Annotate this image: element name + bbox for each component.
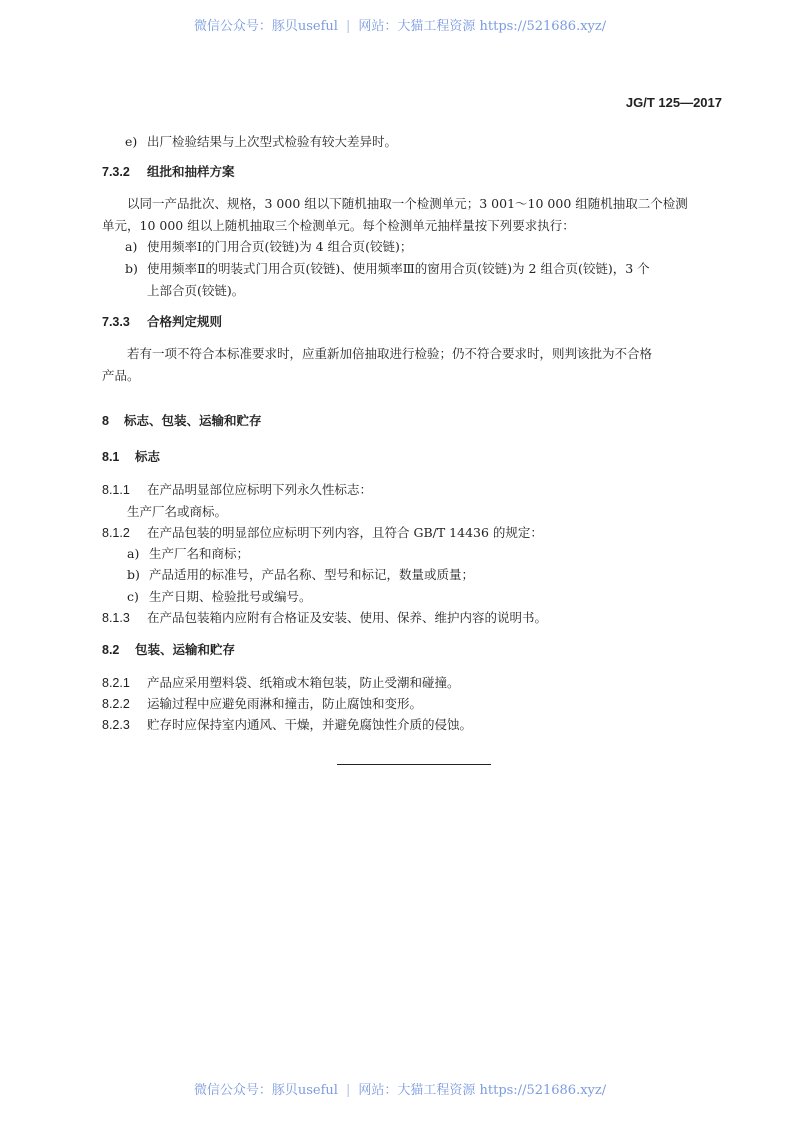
section-heading-8-1: [102, 448, 160, 466]
item-text: 产品适用的标准号，产品名称、型号和标记，数量或质量；: [149, 567, 475, 582]
clause-8-2-2: [102, 695, 422, 713]
section-number: 8.2: [102, 643, 120, 657]
clause-8-1-3: [102, 609, 547, 627]
watermark-separator: |: [345, 1083, 351, 1098]
clause-8-2-3: [102, 716, 472, 734]
clause-8-1-1-sub: 生产厂名或商标。: [127, 504, 228, 519]
clause-number: 8.1.3: [102, 611, 130, 625]
section-heading-8-2: [102, 641, 235, 659]
section-title: 包装、运输和贮存: [135, 642, 236, 657]
end-rule-divider: [337, 764, 491, 765]
clause-number: 8.1.1: [102, 483, 130, 497]
clause-number: 8.2.3: [102, 718, 130, 732]
item-label: a): [125, 239, 138, 254]
section-heading-7-3-2: [102, 163, 235, 181]
paragraph-line: 若有一项不符合本标准要求时，应重新加倍抽取进行检验；仍不符合要求时，则判该批为不合格: [127, 346, 653, 361]
paragraph-line: 以同一产品批次、规格，3 000 组以下随机抽取一个检测单元；3 001～10 000 组随机抽取二个检测: [127, 196, 688, 211]
watermark-right: 网站：大猫工程资源 https://521686.xyz/: [358, 19, 607, 34]
list-item-a: [127, 545, 249, 563]
item-label: a): [127, 546, 140, 561]
item-text: 出厂检验结果与上次型式检验有较大差异时。: [147, 134, 398, 149]
list-item-b: [125, 260, 650, 278]
item-text: 使用频率Ⅰ的门用合页(铰链)为 4 组合页(铰链)；: [147, 239, 413, 254]
watermark-left: 微信公众号：豚贝useful: [193, 19, 338, 34]
list-item-c: [127, 588, 312, 606]
section-number: 8.1: [102, 450, 120, 464]
clause-8-2-1: [102, 674, 460, 692]
section-title: 标志、包装、运输和贮存: [124, 413, 262, 428]
section-number: 7.3.2: [102, 165, 130, 179]
section-heading-7-3-3: [102, 313, 222, 331]
list-item-a: [125, 238, 412, 256]
list-item-b: [127, 566, 474, 584]
list-item-e: [125, 133, 397, 151]
clause-text: 贮存时应保持室内通风、干燥，并避免腐蚀性介质的侵蚀。: [147, 717, 473, 732]
paragraph-line: 产品。: [102, 368, 140, 383]
item-label: c): [127, 589, 139, 604]
clause-text: 在产品明显部位应标明下列永久性标志：: [147, 482, 373, 497]
watermark-footer: [0, 1082, 800, 1100]
clause-8-1-2: [102, 524, 543, 542]
clause-number: 8.2.1: [102, 676, 130, 690]
item-text: 生产厂名和商标；: [149, 546, 250, 561]
item-text: 生产日期、检验批号或编号。: [149, 589, 312, 604]
section-title: 组批和抽样方案: [147, 164, 235, 179]
section-title: 标志: [135, 449, 161, 464]
watermark-left: 微信公众号：豚贝useful: [193, 1083, 338, 1098]
item-label: b): [127, 567, 140, 582]
section-number: 8: [102, 414, 109, 428]
clause-8-1-1: [102, 481, 372, 499]
section-number: 7.3.3: [102, 315, 130, 329]
clause-number: 8.1.2: [102, 526, 130, 540]
watermark-header: [0, 18, 800, 36]
clause-text: 在产品包装的明显部位应标明下列内容，且符合 GB/T 14436 的规定：: [147, 525, 543, 540]
list-item-b-continued: 上部合页(铰链)。: [147, 283, 245, 298]
watermark-right: 网站：大猫工程资源 https://521686.xyz/: [358, 1083, 607, 1098]
paragraph-line: 单元，10 000 组以上随机抽取三个检测单元。每个检测单元抽样量按下列要求执行：: [102, 218, 575, 233]
chapter-heading-8: [102, 412, 262, 430]
clause-number: 8.2.2: [102, 697, 130, 711]
watermark-separator: |: [345, 19, 351, 34]
item-label: e): [125, 134, 138, 149]
clause-text: 产品应采用塑料袋、纸箱或木箱包装，防止受潮和碰撞。: [147, 675, 460, 690]
clause-text: 运输过程中应避免雨淋和撞击，防止腐蚀和变形。: [147, 696, 423, 711]
item-text: 使用频率Ⅱ的明装式门用合页(铰链)、使用频率Ⅲ的窗用合页(铰链)为 2 组合页(铰链)，3 个: [147, 261, 650, 276]
standard-code: JG/T 125—2017: [625, 95, 722, 110]
section-title: 合格判定规则: [147, 314, 223, 329]
clause-text: 在产品包装箱内应附有合格证及安装、使用、保养、维护内容的说明书。: [147, 610, 548, 625]
item-label: b): [125, 261, 138, 276]
